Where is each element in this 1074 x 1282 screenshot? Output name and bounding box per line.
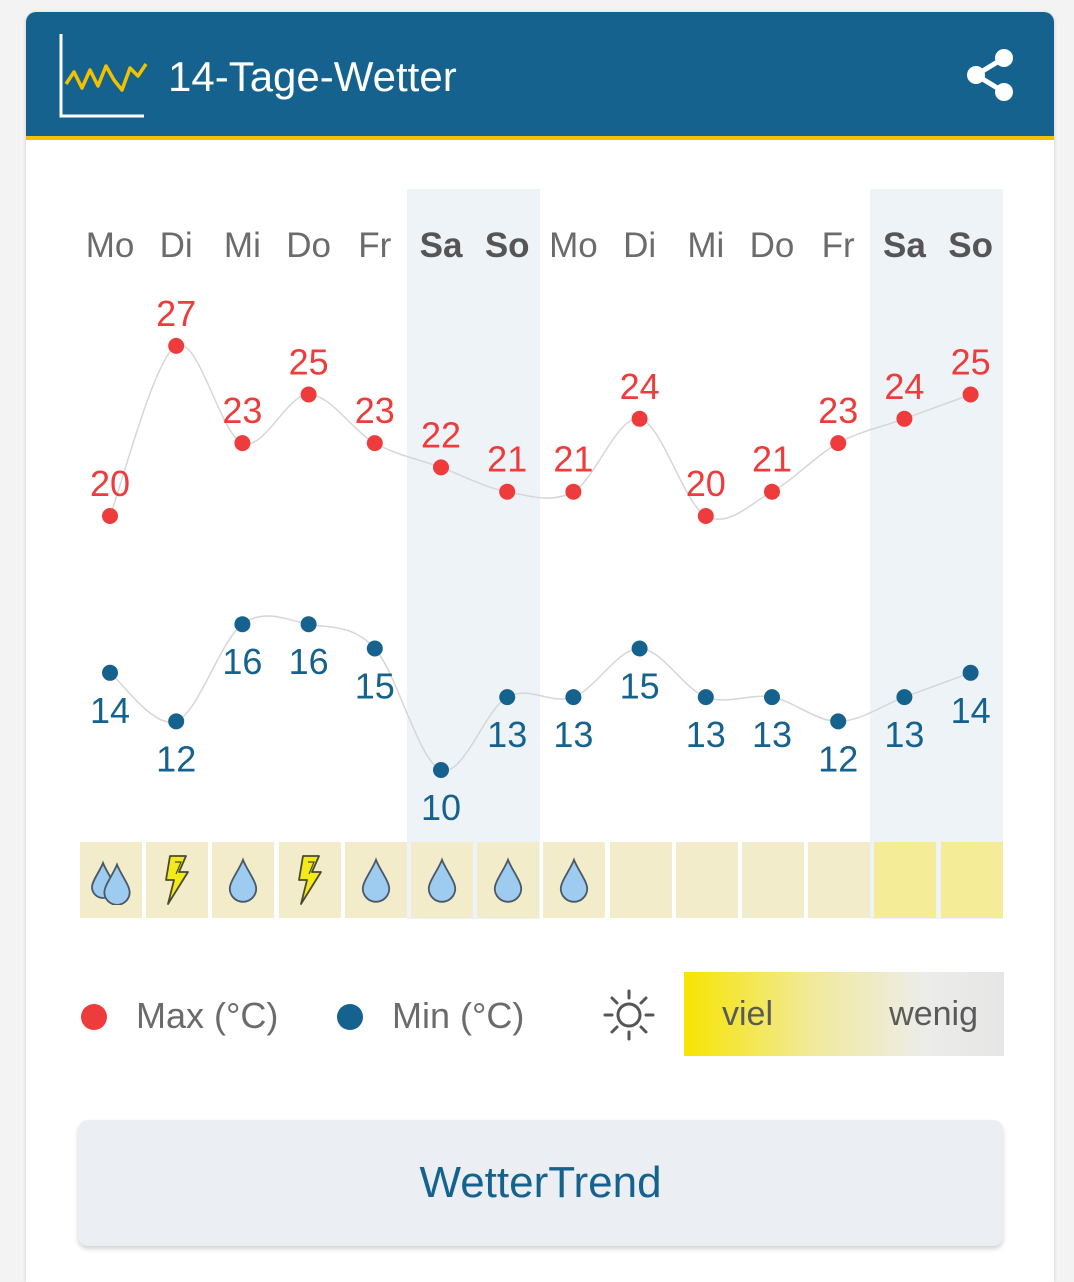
thunder-icon [160, 854, 194, 906]
max-temperature-point [301, 387, 317, 403]
max-temperature-label: 25 [288, 341, 329, 383]
min-temperature-point [433, 762, 449, 778]
min-temperature-label: 14 [89, 689, 131, 731]
min-temperature-point [168, 713, 184, 729]
weather-cell [411, 842, 473, 918]
max-temperature-label: 23 [222, 390, 263, 432]
day-label: Mo [85, 226, 135, 265]
max-temperature-point [896, 411, 912, 427]
day-label: Sa [882, 226, 926, 265]
max-temperature-label: 23 [354, 390, 395, 432]
max-temperature-label: 25 [950, 341, 991, 383]
min-temperature-point [896, 689, 912, 705]
max-temperature-point [234, 435, 250, 451]
min-temperature-label: 12 [818, 738, 859, 780]
day-label: So [948, 226, 993, 265]
day-label: Mo [549, 226, 598, 265]
min-temperature-label: 12 [156, 738, 197, 780]
rain-heavy-icon [89, 855, 133, 905]
sun-icon [602, 988, 656, 1042]
day-label: Do [286, 226, 331, 265]
rain-icon [356, 855, 396, 905]
weather-cell [610, 842, 672, 918]
max-temperature-label: 20 [89, 463, 131, 504]
min-temperature-point [367, 641, 383, 657]
day-label: Sa [419, 226, 463, 265]
weather-cell [676, 842, 738, 918]
max-temperature-label: 21 [751, 438, 793, 480]
max-temperature-label: 24 [884, 365, 925, 407]
weather-cell [742, 842, 804, 918]
forecast-card [26, 12, 1054, 1282]
day-label: So [484, 226, 530, 265]
min-temperature-label: 13 [884, 714, 925, 756]
page-title: 14-Tage-Wetter [168, 53, 457, 100]
max-temperature-point [102, 508, 118, 524]
temperature-chart [26, 12, 1054, 842]
min-temperature-label: 10 [420, 787, 462, 828]
sunshine-scale [684, 972, 1004, 1056]
min-legend-label: Min (°C) [392, 995, 525, 1036]
min-temperature-point [632, 641, 648, 657]
rain-icon [554, 855, 594, 905]
weather-cell [212, 842, 274, 918]
day-label: Fr [358, 226, 392, 265]
max-legend-dot [81, 1004, 107, 1030]
weather-cell [345, 842, 407, 918]
min-temperature-label: 14 [950, 689, 991, 731]
min-temperature-point [963, 665, 979, 681]
day-label: Mi [223, 226, 261, 265]
min-legend-dot [337, 1004, 363, 1030]
max-temperature-label: 22 [420, 414, 462, 456]
sunshine-high-label: viel [722, 995, 774, 1033]
min-temperature-point [301, 616, 317, 632]
max-temperature-point [565, 484, 581, 500]
day-label: Di [623, 226, 657, 265]
min-temperature-point [234, 616, 250, 632]
min-temperature-point [830, 713, 846, 729]
weather-cell [941, 842, 1003, 918]
max-temperature-point [499, 484, 515, 500]
weather-cell [477, 842, 539, 918]
day-label: Di [159, 226, 193, 265]
min-temperature-label: 15 [619, 665, 660, 707]
min-temperature-point [698, 689, 714, 705]
min-temperature-label: 16 [222, 641, 263, 683]
min-temperature-point [565, 689, 581, 705]
day-label: Mi [687, 226, 725, 265]
min-temperature-point [102, 665, 118, 681]
weather-cell [279, 842, 341, 918]
max-temperature-point [632, 411, 648, 427]
min-temperature-label: 13 [553, 714, 594, 756]
min-temperature-label: 13 [751, 714, 793, 756]
weather-cell [80, 842, 142, 918]
min-temperature-label: 15 [354, 665, 395, 707]
min-temperature-label: 13 [685, 714, 726, 756]
weather-cell [874, 842, 936, 918]
max-temperature-line [110, 345, 971, 519]
min-temperature-label: 13 [487, 714, 528, 756]
weather-cell [808, 842, 870, 918]
max-legend-label: Max (°C) [136, 995, 279, 1036]
min-temperature-point [764, 689, 780, 705]
max-temperature-label: 20 [685, 463, 726, 504]
max-temperature-label: 21 [487, 438, 528, 480]
weather-cell [543, 842, 605, 918]
rain-icon [422, 855, 462, 905]
max-temperature-point [433, 459, 449, 475]
weather-cell [146, 842, 208, 918]
max-temperature-label: 23 [818, 390, 859, 432]
max-temperature-label: 24 [619, 365, 660, 407]
max-temperature-point [764, 484, 780, 500]
max-temperature-point [963, 387, 979, 403]
sunshine-low-label: wenig [889, 995, 978, 1033]
day-label: Do [749, 226, 795, 265]
max-temperature-point [168, 338, 184, 354]
min-temperature-point [499, 689, 515, 705]
wettertrend-button[interactable]: WetterTrend [78, 1120, 1003, 1246]
min-temperature-label: 16 [288, 641, 329, 683]
max-temperature-point [367, 435, 383, 451]
max-temperature-point [698, 508, 714, 524]
thunder-icon [293, 854, 327, 906]
max-temperature-label: 27 [156, 292, 197, 334]
day-label: Fr [821, 226, 855, 265]
max-temperature-point [830, 435, 846, 451]
max-temperature-label: 21 [553, 438, 594, 480]
rain-icon [488, 855, 528, 905]
rain-icon [223, 855, 263, 905]
